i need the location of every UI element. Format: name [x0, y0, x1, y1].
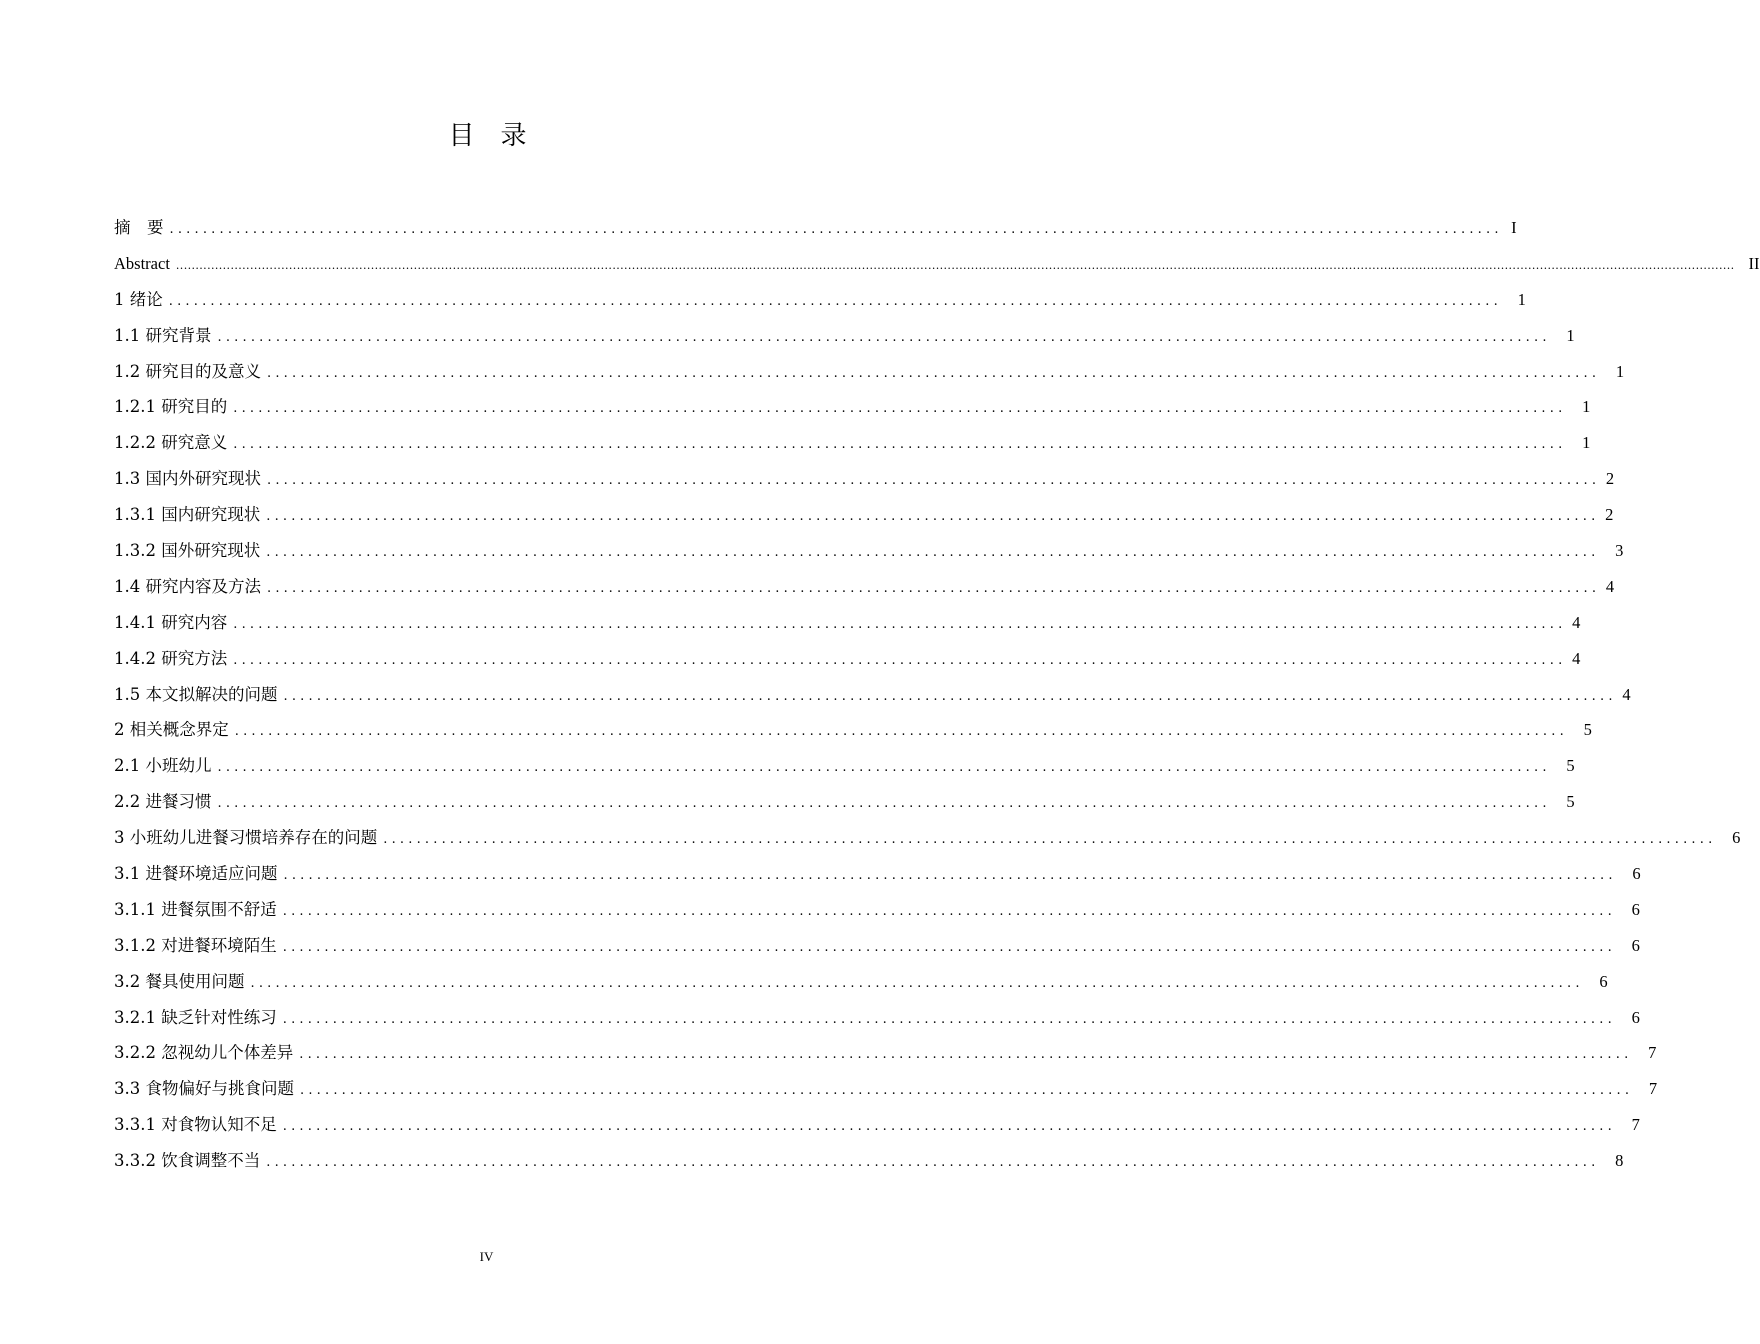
- toc-dot-leader: ................................................................................................................................................................: [234, 724, 1568, 740]
- toc-dot-leader: ................................................................................................................................................................: [233, 652, 1567, 668]
- toc-entry-label: 1.5 本文拟解决的问题: [114, 684, 278, 704]
- toc-entry-label: 1.2.2 研究意义: [114, 433, 228, 453]
- toc-dot-leader: ................................................................................................................................................................: [266, 509, 1600, 525]
- toc-dot-leader: ................................................................................................................................................................: [217, 329, 1551, 345]
- toc-entry[interactable]: [114, 784, 1575, 820]
- toc-entry[interactable]: [114, 1000, 1640, 1036]
- toc-dot-leader: ................................................................................................................................................................: [266, 545, 1600, 561]
- toc-entry-page: II: [1748, 253, 1760, 273]
- toc-entry-label: 3.1.2 对进餐环境陌生: [114, 935, 277, 955]
- toc-entry-page: 4: [1572, 612, 1581, 632]
- toc-entry[interactable]: [114, 1107, 1640, 1143]
- toc-entry-page: 1: [1566, 325, 1575, 345]
- toc-entry-label: 1.4 研究内容及方法: [114, 576, 261, 596]
- toc-entry-label: 摘 要: [114, 218, 164, 237]
- toc-entry-label: 2.2 进餐习惯: [114, 792, 212, 812]
- toc-entry-page: 7: [1648, 1043, 1657, 1063]
- toc-dot-leader: ................................................................................................................................................................: [169, 222, 1503, 237]
- toc-entry-page: 1: [1615, 361, 1625, 381]
- toc-entry-page: 4: [1605, 576, 1615, 596]
- toc-entry-label: 1.4.2 研究方法: [114, 648, 228, 668]
- toc-dot-leader: ................................................................................................................................................................: [267, 365, 1601, 381]
- toc-entry-page: 5: [1566, 756, 1575, 776]
- toc-dot-leader: ................................................................................................................................................................: [267, 473, 1601, 489]
- toc-entry-label: 1.3.1 国内研究现状: [114, 505, 261, 525]
- toc-entry-label: 3.2.2 忽视幼儿个体差异: [114, 1043, 294, 1063]
- toc-entry-label: 3.3.2 饮食调整不当: [114, 1151, 261, 1171]
- toc-entry-page: 7: [1631, 1115, 1640, 1135]
- toc-entry-page: 7: [1648, 1079, 1658, 1099]
- toc-entry-label: 3.3 食物偏好与挑食问题: [114, 1079, 294, 1099]
- toc-entry[interactable]: [114, 928, 1640, 964]
- toc-entry-page: 4: [1572, 648, 1581, 668]
- toc-entry[interactable]: [114, 641, 1581, 677]
- toc-dot-leader: ................................................................................................................................................................: [217, 796, 1551, 812]
- toc-entry-label: 1.3 国内外研究现状: [114, 469, 261, 489]
- toc-entry[interactable]: [114, 497, 1614, 533]
- toc-entry-page: I: [1511, 218, 1517, 237]
- toc-dot-leader: ................................................................................................................................................................: [282, 1119, 1616, 1135]
- toc-dot-leader: ................................................................................................................................................................: [282, 1011, 1616, 1027]
- toc-entry[interactable]: [114, 533, 1624, 569]
- toc-entry[interactable]: [114, 1071, 1658, 1107]
- toc-entry-label: 1.1 研究背景: [114, 325, 212, 345]
- toc-entry[interactable]: [114, 892, 1640, 928]
- toc-entry-label: 1.3.2 国外研究现状: [114, 541, 261, 561]
- toc-entry-page: 6: [1631, 935, 1640, 955]
- toc-entry[interactable]: [114, 282, 1526, 318]
- toc-entry-label: 3.2 餐具使用问题: [114, 971, 245, 991]
- toc-entry-label: 1.2 研究目的及意义: [114, 361, 261, 381]
- toc-entry-label: 3.3.1 对食物认知不足: [114, 1115, 277, 1135]
- toc-entry-label: 2.1 小班幼儿: [114, 756, 212, 776]
- toc-entry-page: 1: [1582, 433, 1591, 453]
- toc-entry-page: 1: [1517, 289, 1526, 309]
- toc-entry[interactable]: [114, 461, 1615, 497]
- toc-entry-page: 6: [1599, 971, 1608, 991]
- toc-dot-leader: ................................................................................................................................................................: [266, 1155, 1600, 1171]
- toc-entry-page: 5: [1583, 720, 1592, 740]
- toc-entry-label: Abstract: [114, 253, 170, 273]
- toc-entry-page: 6: [1631, 1007, 1640, 1027]
- toc-entry-page: 1: [1582, 397, 1591, 417]
- toc-entry-label: 3.1 进餐环境适应问题: [114, 864, 278, 884]
- toc-entry-page: 8: [1615, 1151, 1624, 1171]
- toc-dot-leader: ................................................................................................................................................................: [233, 401, 1567, 417]
- toc-dot-leader: ................................................................................................................................................................: [217, 760, 1551, 776]
- toc-entry[interactable]: [114, 425, 1591, 461]
- toc-entry-label: 3.2.1 缺乏针对性练习: [114, 1007, 277, 1027]
- page-number: IV: [479, 1249, 494, 1264]
- toc-entry[interactable]: [114, 820, 1741, 856]
- toc-entry[interactable]: [114, 354, 1625, 390]
- toc-entry[interactable]: [114, 1143, 1624, 1179]
- toc-entry[interactable]: [114, 677, 1631, 713]
- toc-dot-leader: ................................................................................................................................................................................................................................................................................................................................................................................................................: [175, 258, 1735, 272]
- toc-entry-page: 6: [1732, 828, 1741, 848]
- toc-dot-leader: ................................................................................................................................................................: [282, 939, 1616, 955]
- toc-dot-leader: ................................................................................................................................................................: [233, 437, 1567, 453]
- toc-entry[interactable]: [114, 210, 1517, 246]
- toc-entry-page: 3: [1615, 541, 1624, 561]
- toc-entry-page: 2: [1605, 505, 1614, 525]
- toc-entry-page: 6: [1631, 899, 1640, 919]
- toc-entry-page: 4: [1622, 684, 1631, 704]
- toc-entry-page: 6: [1632, 864, 1641, 884]
- toc-entry-label: 1.4.1 研究内容: [114, 612, 228, 632]
- toc-entry[interactable]: [114, 605, 1581, 641]
- toc-entry-page: 5: [1566, 792, 1575, 812]
- toc-entry-label: 1 绪论: [114, 289, 163, 309]
- page-title: 目 录: [448, 121, 527, 151]
- toc-dot-leader: ................................................................................................................................................................: [233, 616, 1567, 632]
- toc-dot-leader: ................................................................................................................................................................: [267, 580, 1601, 596]
- toc-entry[interactable]: [114, 569, 1615, 605]
- toc-entry-page: 2: [1605, 469, 1615, 489]
- table-of-contents: [114, 210, 1760, 1179]
- toc-entry-label: 3 小班幼儿进餐习惯培养存在的问题: [114, 828, 378, 848]
- toc-entry[interactable]: [114, 712, 1592, 748]
- toc-entry[interactable]: [114, 1035, 1657, 1071]
- toc-entry-label: 2 相关概念界定: [114, 720, 229, 740]
- toc-entry-label: 1.2.1 研究目的: [114, 397, 228, 417]
- toc-dot-leader: ................................................................................................................................................................: [283, 688, 1617, 704]
- toc-entry[interactable]: [114, 748, 1575, 784]
- toc-entry[interactable]: [114, 318, 1575, 354]
- toc-dot-leader: ................................................................................................................................................................: [299, 1047, 1633, 1063]
- toc-dot-leader: ................................................................................................................................................................: [282, 903, 1616, 919]
- toc-entry-label: 3.1.1 进餐氛围不舒适: [114, 899, 277, 919]
- toc-entry[interactable]: [114, 856, 1641, 892]
- toc-dot-leader: ................................................................................................................................................................: [168, 293, 1502, 309]
- toc-dot-leader: ................................................................................................................................................................: [383, 832, 1717, 848]
- toc-entry[interactable]: [114, 964, 1608, 1000]
- toc-entry[interactable]: [114, 389, 1591, 425]
- toc-dot-leader: ................................................................................................................................................................: [250, 975, 1584, 991]
- toc-dot-leader: ................................................................................................................................................................: [283, 868, 1617, 884]
- toc-dot-leader: ................................................................................................................................................................: [300, 1083, 1634, 1099]
- toc-entry[interactable]: [114, 246, 1760, 282]
